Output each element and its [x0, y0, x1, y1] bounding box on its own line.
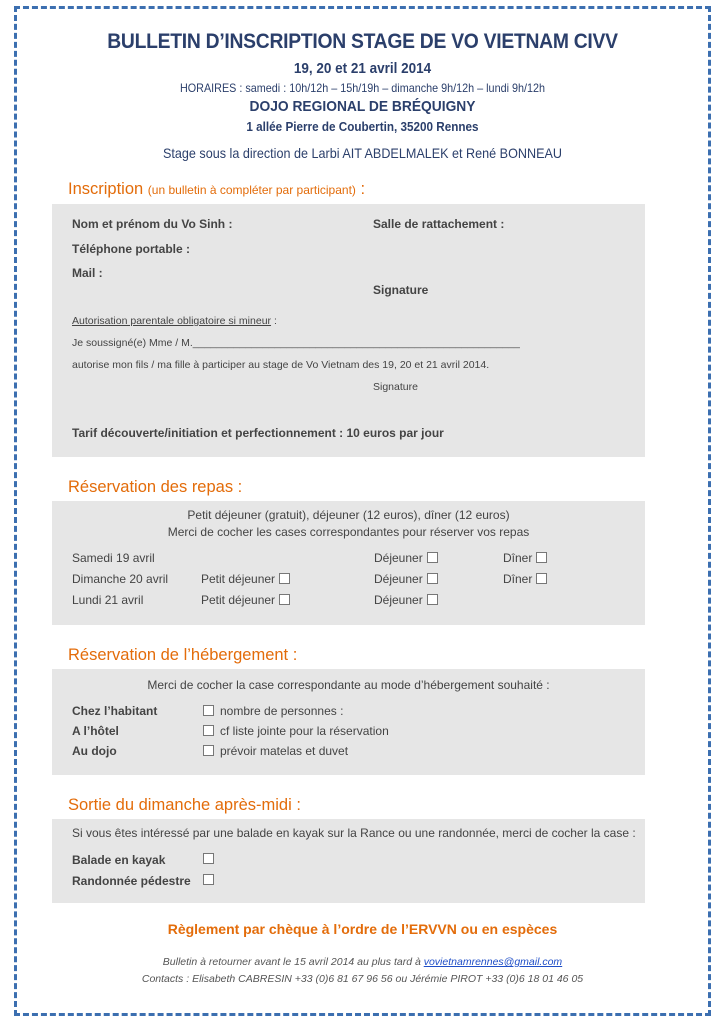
- hebergement-option-hotel[interactable]: [203, 724, 389, 738]
- repas-day-1: Samedi 19 avril: [72, 551, 155, 565]
- page-title: BULLETIN D’INSCRIPTION STAGE DE VO VIETNAM CIVV: [107, 30, 618, 53]
- phone-field[interactable]: Téléphone portable :: [72, 242, 191, 256]
- stage-direction: Stage sous la direction de Larbi AIT ABDELMALEK et René BONNEAU: [163, 145, 562, 161]
- petit-dejeuner-label: Petit déjeuner: [201, 593, 276, 607]
- sortie-option-label: Randonnée pédestre: [72, 874, 191, 888]
- repas-row-3-petit[interactable]: [201, 593, 290, 607]
- hebergement-intro: Merci de cocher la case correspondante au mode d’hébergement souhaité :: [147, 678, 550, 692]
- dejeuner-label: Déjeuner: [374, 551, 423, 565]
- hebergement-box: [52, 669, 645, 775]
- checkbox-icon[interactable]: [203, 874, 214, 885]
- inscription-box: [52, 204, 645, 457]
- repas-heading: Réservation des repas :: [68, 478, 243, 496]
- hebergement-option-habitant[interactable]: [203, 704, 343, 718]
- hebergement-option-label: Chez l’habitant: [72, 704, 158, 718]
- checkbox-icon[interactable]: [203, 725, 214, 736]
- parental-name-line[interactable]: Je soussigné(e) Mme / M.________________________________________________________: [72, 337, 520, 349]
- repas-day-3: Lundi 21 avril: [72, 593, 144, 607]
- dojo-address: 1 allée Pierre de Coubertin, 35200 Rennes: [246, 119, 479, 134]
- dejeuner-label: Déjeuner: [374, 572, 423, 586]
- repas-intro-2: Merci de cocher les cases correspondantes pour réserver vos repas: [167, 525, 530, 539]
- inscription-heading: [68, 180, 365, 199]
- stage-dates: 19, 20 et 21 avril 2014: [293, 60, 432, 77]
- payment-note: Règlement par chèque à l’ordre de l’ERVVN ou en espèces: [167, 921, 558, 937]
- repas-row-2-dejeuner[interactable]: [374, 572, 438, 586]
- parental-signature[interactable]: Signature: [373, 381, 418, 393]
- name-field[interactable]: Nom et prénom du Vo Sinh :: [72, 217, 233, 231]
- checkbox-icon[interactable]: [536, 552, 547, 563]
- parental-title: Autorisation parentale obligatoire si mineur: [72, 315, 272, 327]
- checkbox-icon[interactable]: [427, 573, 438, 584]
- signature-field[interactable]: Signature: [373, 283, 429, 297]
- dejeuner-label: Déjeuner: [374, 593, 423, 607]
- repas-row-2-diner[interactable]: [503, 572, 547, 586]
- repas-day-2: Dimanche 20 avril: [72, 572, 169, 586]
- dojo-name: DOJO REGIONAL DE BRÉQUIGNY: [249, 98, 476, 115]
- checkbox-icon[interactable]: [203, 853, 214, 864]
- checkbox-icon[interactable]: [536, 573, 547, 584]
- parental-title-row: [72, 315, 277, 327]
- repas-row-1-dejeuner[interactable]: [374, 551, 438, 565]
- repas-intro-1: Petit déjeuner (gratuit), déjeuner (12 euros), dîner (12 euros): [187, 508, 510, 522]
- hebergement-option-label: Au dojo: [72, 744, 117, 758]
- hebergement-option-dojo[interactable]: [203, 744, 348, 758]
- checkbox-icon[interactable]: [427, 594, 438, 605]
- diner-label: Dîner: [503, 551, 533, 565]
- checkbox-icon[interactable]: [203, 705, 214, 716]
- hebergement-heading: Réservation de l’hébergement :: [68, 646, 298, 664]
- checkbox-icon[interactable]: [203, 745, 214, 756]
- checkbox-icon[interactable]: [279, 594, 290, 605]
- mail-field[interactable]: Mail :: [72, 266, 103, 280]
- checkbox-icon[interactable]: [279, 573, 290, 584]
- contact-email-link[interactable]: vovietnamrennes@gmail.com: [423, 956, 563, 968]
- repas-row-2-petit[interactable]: [201, 572, 290, 586]
- contacts: Contacts : Elisabeth CABRESIN +33 (0)6 81 67 96 56 ou Jérémie PIROT +33 (0)6 18 01 46 05: [141, 973, 584, 985]
- sortie-option-label: Balade en kayak: [72, 853, 166, 867]
- parental-text: autorise mon fils / ma fille à participer au stage de Vo Vietnam des 19, 20 et 21 avril 2014.: [72, 359, 490, 371]
- inscription-subtitle: (un bulletin à compléter par participant): [147, 183, 356, 197]
- repas-row-1-diner[interactable]: [503, 551, 547, 565]
- sortie-intro: Si vous êtes intéressé par une balade en kayak sur la Rance ou une randonnée, merci de cocher la case :: [72, 826, 636, 840]
- kayak-checkbox[interactable]: [203, 852, 220, 866]
- checkbox-icon[interactable]: [427, 552, 438, 563]
- diner-label: Dîner: [503, 572, 533, 586]
- randonnee-checkbox[interactable]: [203, 873, 220, 887]
- sortie-heading: Sortie du dimanche après-midi :: [68, 796, 301, 814]
- hebergement-detail: cf liste jointe pour la réservation: [220, 724, 389, 738]
- inscription-title: Inscription: [68, 180, 144, 198]
- return-text: Bulletin à retourner avant le 15 avril 2014 au plus tard à: [162, 956, 421, 968]
- petit-dejeuner-label: Petit déjeuner: [201, 572, 276, 586]
- hebergement-option-label: A l’hôtel: [72, 724, 119, 738]
- inscription-colon: :: [360, 180, 366, 198]
- sortie-box: [52, 819, 645, 903]
- hebergement-detail: nombre de personnes :: [220, 704, 344, 718]
- repas-box: [52, 501, 645, 625]
- parental-colon: :: [271, 315, 277, 327]
- repas-row-3-dejeuner[interactable]: [374, 593, 438, 607]
- tarif-text: Tarif découverte/initiation et perfectionnement : 10 euros par jour: [72, 426, 444, 440]
- return-note: [0, 956, 725, 968]
- stage-hours: HORAIRES : samedi : 10h/12h – 15h/19h – dimanche 9h/12h – lundi 9h/12h: [179, 81, 546, 95]
- salle-field[interactable]: Salle de rattachement :: [373, 217, 505, 231]
- hebergement-detail: prévoir matelas et duvet: [220, 744, 349, 758]
